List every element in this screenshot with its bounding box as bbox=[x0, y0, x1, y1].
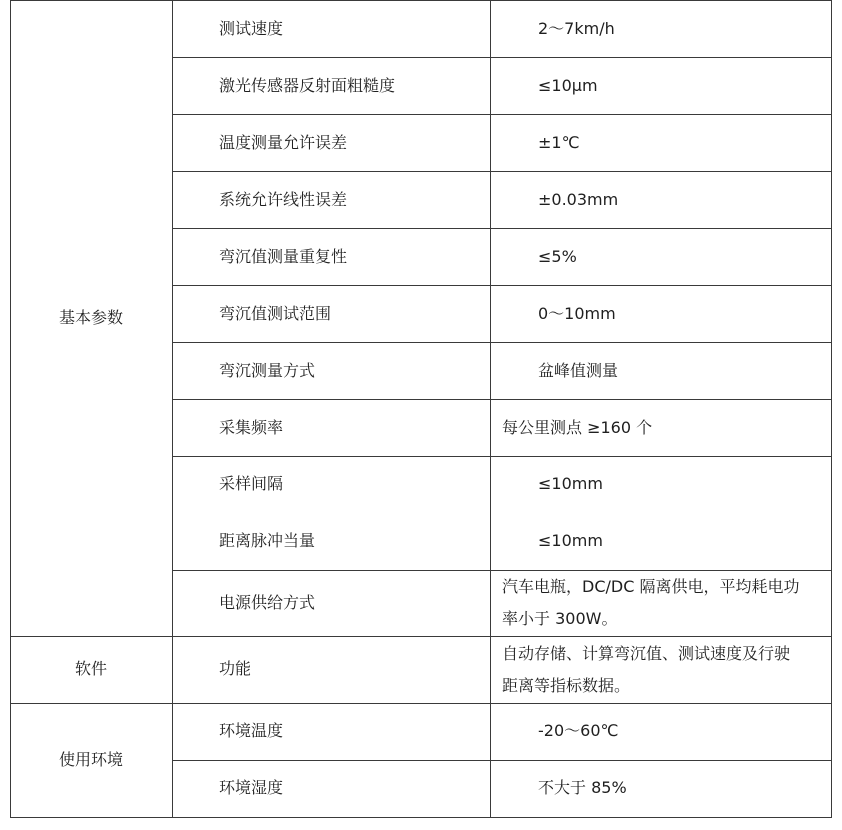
param-name: 弯沉值测量重复性 bbox=[219, 247, 348, 266]
param-value: -20～60℃ bbox=[538, 721, 619, 740]
param-value: 0～10mm bbox=[538, 304, 616, 323]
row-divider bbox=[172, 285, 832, 286]
group-label-environment: 使用环境 bbox=[58, 750, 123, 769]
table-border-bottom bbox=[10, 817, 832, 818]
table-border-left bbox=[10, 0, 11, 818]
param-name: 采样间隔 bbox=[219, 474, 284, 493]
param-name: 系统允许线性误差 bbox=[219, 190, 348, 209]
param-value: ±0.03mm bbox=[538, 190, 619, 209]
group-label-basic: 基本参数 bbox=[58, 308, 123, 327]
table-border-top bbox=[10, 0, 832, 1]
param-value: ±1℃ bbox=[538, 133, 580, 152]
row-divider bbox=[172, 57, 832, 58]
row-divider bbox=[172, 342, 832, 343]
param-value-line: 率小于 300W。 bbox=[502, 609, 618, 628]
param-name: 激光传感器反射面粗糙度 bbox=[219, 76, 396, 95]
group-label-software: 软件 bbox=[74, 659, 107, 678]
param-name: 电源供给方式 bbox=[219, 593, 316, 612]
row-divider bbox=[172, 228, 832, 229]
param-name: 弯沉测量方式 bbox=[219, 361, 316, 380]
param-value: ≤5% bbox=[538, 247, 577, 266]
row-divider bbox=[172, 171, 832, 172]
param-value: ≤10mm bbox=[538, 474, 603, 493]
row-divider bbox=[172, 114, 832, 115]
row-divider bbox=[172, 760, 832, 761]
column-divider bbox=[172, 0, 173, 818]
column-divider bbox=[490, 0, 491, 818]
param-value: 盆峰值测量 bbox=[538, 361, 619, 380]
param-value: 2～7km/h bbox=[538, 19, 615, 38]
row-divider bbox=[172, 570, 832, 571]
param-name: 环境温度 bbox=[219, 721, 284, 740]
table-border-right bbox=[831, 0, 832, 818]
param-value: ≤10μm bbox=[538, 76, 598, 95]
param-name: 测试速度 bbox=[219, 19, 284, 38]
param-name: 温度测量允许误差 bbox=[219, 133, 348, 152]
param-name: 采集频率 bbox=[219, 418, 284, 437]
row-divider bbox=[172, 399, 832, 400]
param-name: 弯沉值测试范围 bbox=[219, 304, 332, 323]
param-value-line: 自动存储、计算弯沉值、测试速度及行驶 bbox=[502, 644, 791, 663]
param-name: 功能 bbox=[219, 659, 252, 678]
param-name: 距离脉冲当量 bbox=[219, 531, 316, 550]
param-name: 环境湿度 bbox=[219, 778, 284, 797]
param-value-line: 距离等指标数据。 bbox=[502, 676, 631, 695]
group-divider bbox=[10, 636, 832, 637]
param-value: ≤10mm bbox=[538, 531, 603, 550]
param-value-line: 汽车电瓶，DC/DC 隔离供电，平均耗电功 bbox=[502, 577, 800, 596]
param-value: 不大于 85% bbox=[538, 778, 627, 797]
param-value: 每公里测点 ≥160 个 bbox=[502, 418, 653, 437]
row-divider bbox=[172, 456, 832, 457]
group-divider bbox=[10, 703, 832, 704]
